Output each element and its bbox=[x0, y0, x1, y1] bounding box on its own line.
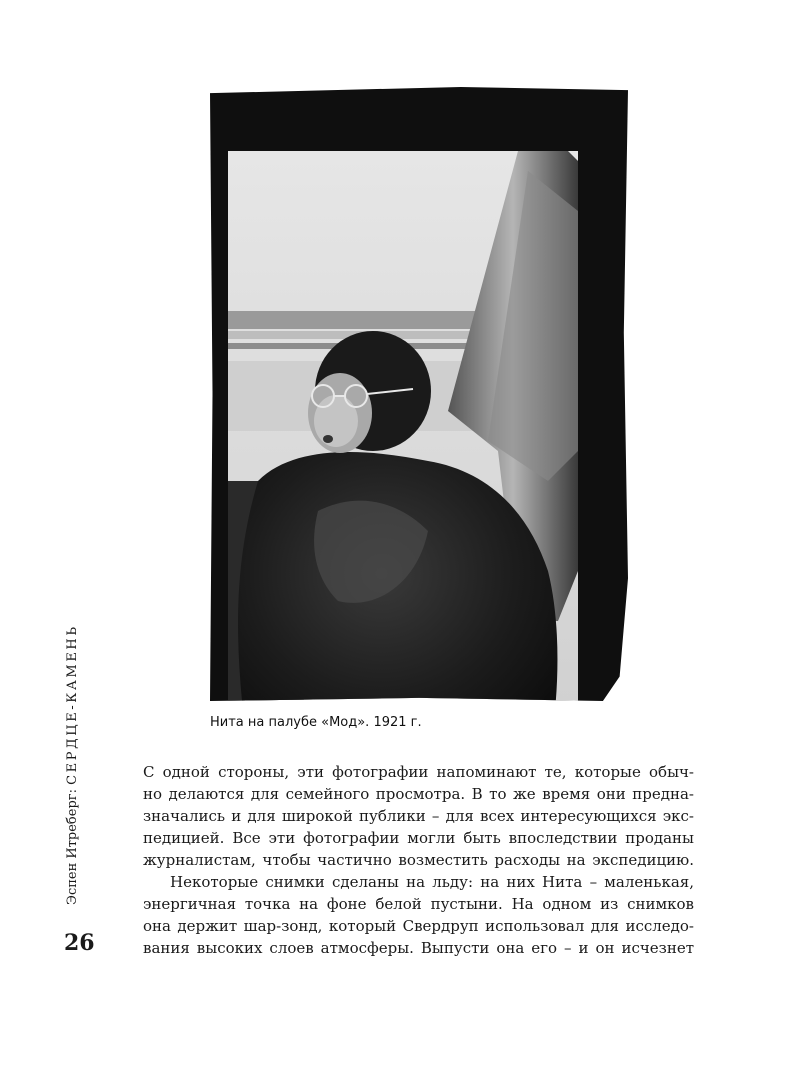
text-line: вания высоких слоев атмосферы. Выпусти она его – и он исчезнет bbox=[143, 939, 694, 957]
text-line: С одной стороны, эти фотографии напоминают те, которые обыч- bbox=[143, 763, 694, 781]
author-separator: г: bbox=[65, 789, 80, 801]
text-line: значались и для широкой публики – для всех интересующихся экс- bbox=[143, 807, 694, 825]
photo-frame bbox=[210, 87, 628, 701]
text-line: она держит шар-зонд, который Свердруп использовал для исследо- bbox=[143, 917, 694, 935]
body-text bbox=[143, 761, 694, 959]
photo-image bbox=[228, 151, 578, 756]
author-name: Эспен Итребер bbox=[65, 800, 80, 905]
text-line: журналистам, чтобы частично возместить расходы на экспедицию. bbox=[143, 851, 694, 869]
text-line: энергичная точка на фоне белой пустыни. На одном из снимков bbox=[143, 895, 694, 913]
page-number: 26 bbox=[64, 930, 95, 956]
text-line: Некоторые снимки сделаны на льду: на них Нита – маленькая, bbox=[170, 873, 694, 891]
running-head bbox=[65, 624, 80, 905]
book-title: СЕРДЦЕ-КАМЕНЬ bbox=[65, 624, 80, 785]
text-line: педицией. Все эти фотографии могли быть впоследствии проданы bbox=[143, 829, 694, 847]
text-line: но делаются для семейного просмотра. В то же время они предна- bbox=[143, 785, 694, 803]
photo-caption: Нита на палубе «Мод». 1921 г. bbox=[210, 715, 422, 730]
